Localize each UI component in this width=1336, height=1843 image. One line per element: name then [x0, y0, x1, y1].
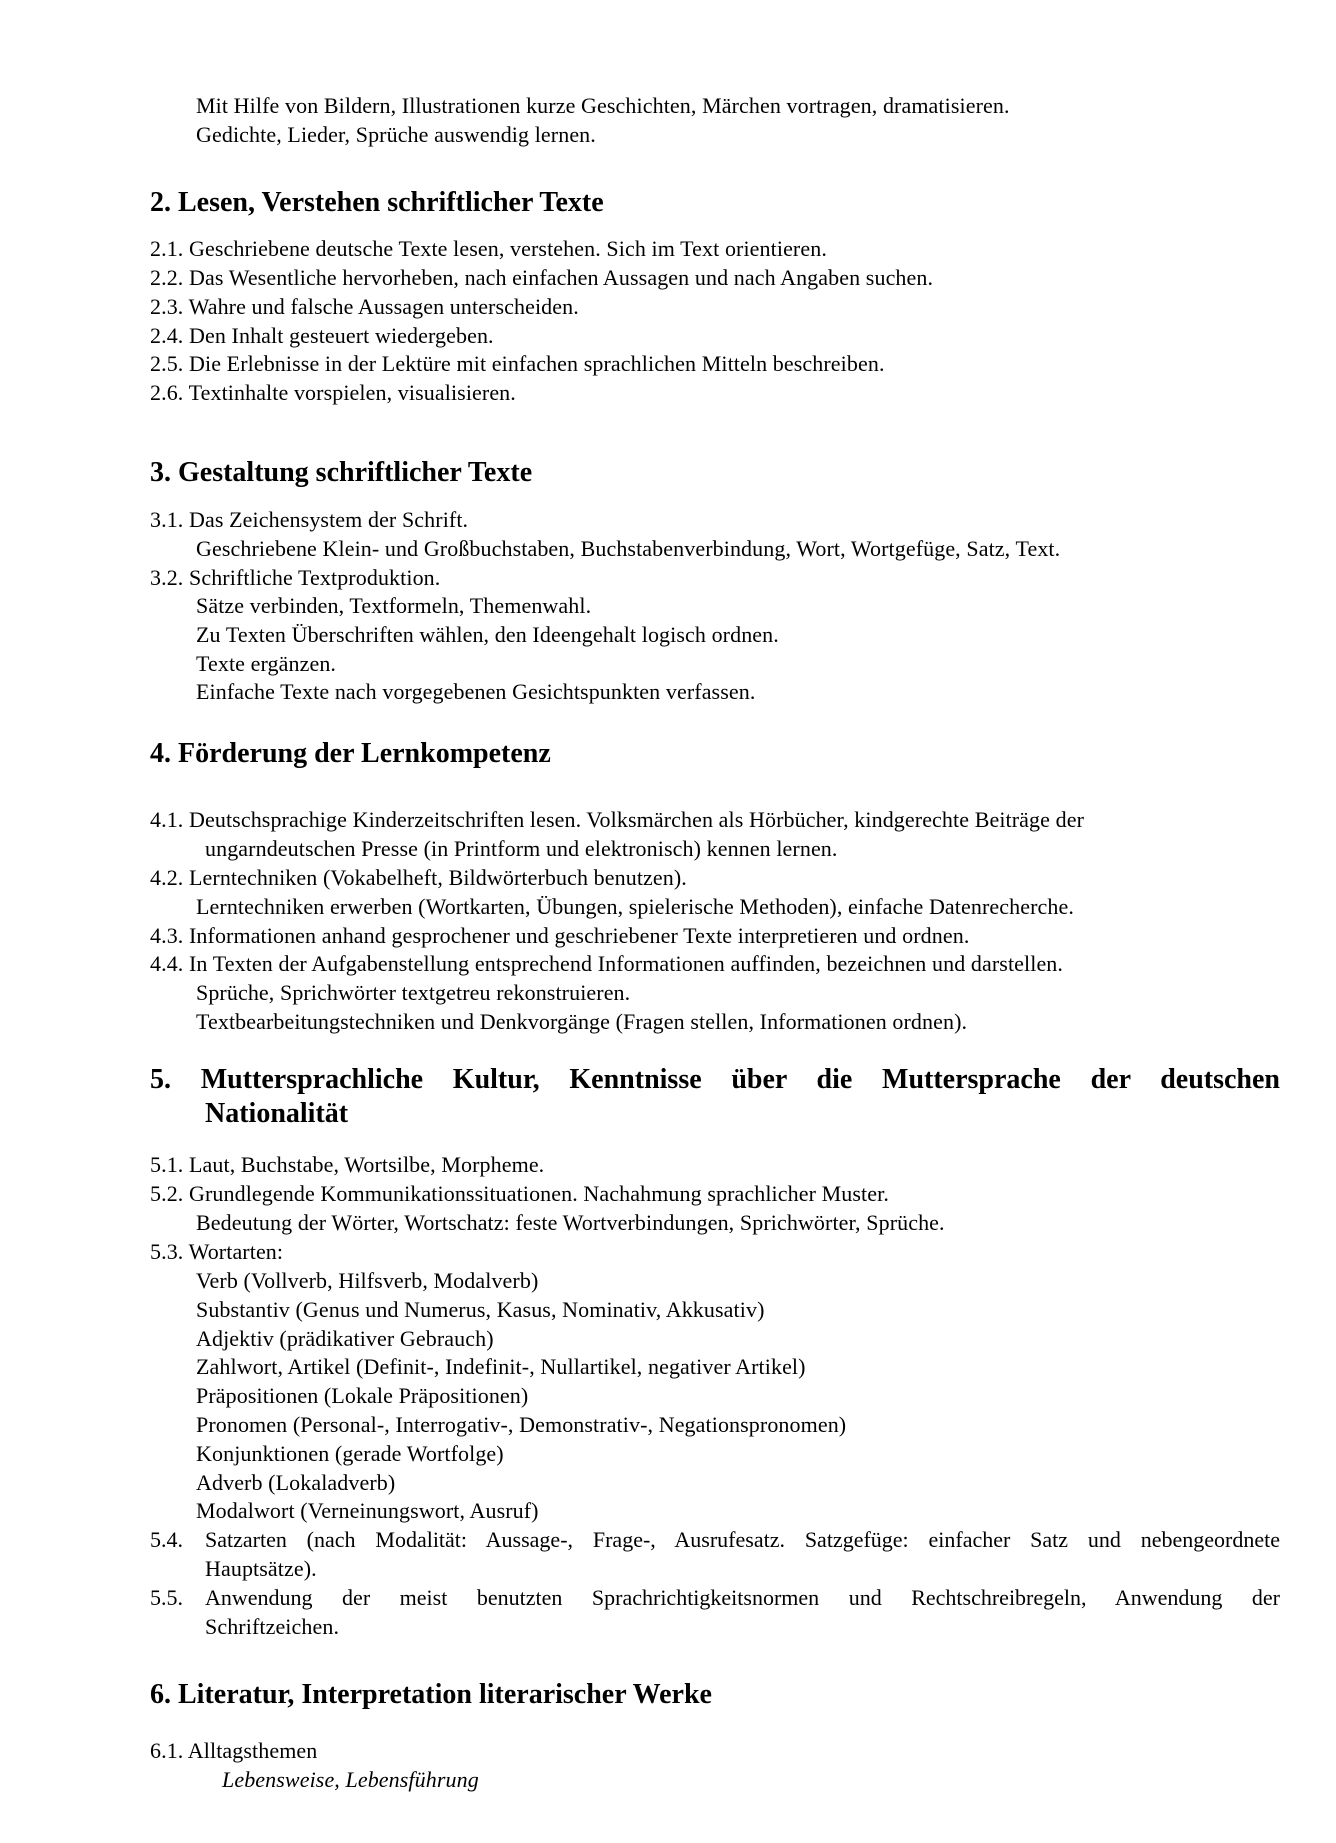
section-2-item-1: 2.1. Geschriebene deutsche Texte lesen, verstehen. Sich im Text orientieren. [150, 236, 827, 261]
section-4-item-4: 4.4. In Texten der Aufgabenstellung entsprechend Informationen auffinden, bezeichnen und darstellen. [150, 951, 1064, 976]
section-2-item-3: 2.3. Wahre und falsche Aussagen unterscheiden. [150, 294, 579, 319]
section-4-item-1-cont: ungarndeutschen Presse (in Printform und elektronisch) kennen lernen. [205, 836, 838, 861]
section-3-item-1: 3.1. Das Zeichensystem der Schrift. [150, 507, 469, 532]
section-4-item-2: 4.2. Lerntechniken (Vokabelheft, Bildwörterbuch benutzen). [150, 865, 687, 890]
section-2-item-6: 2.6. Textinhalte vorspielen, visualisieren. [150, 380, 516, 405]
section-6-item-1: 6.1. Alltagsthemen [150, 1738, 318, 1763]
intro-line-2: Gedichte, Lieder, Sprüche auswendig lernen. [196, 122, 596, 147]
section-2-item-4: 2.4. Den Inhalt gesteuert wiedergeben. [150, 323, 494, 348]
section-5-heading-line-1: 5. Muttersprachliche Kultur, Kenntnisse über die Muttersprache der deutschen [150, 1064, 1280, 1095]
section-3-item-2-sub-3: Texte ergänzen. [196, 651, 337, 676]
section-5-item-3-sub-6: Pronomen (Personal-, Interrogativ-, Demonstrativ-, Negationspronomen) [196, 1412, 847, 1437]
section-6-heading: 6. Literatur, Interpretation literarischer Werke [150, 1679, 712, 1710]
section-3-item-2-sub-1: Sätze verbinden, Textformeln, Themenwahl. [196, 593, 592, 618]
section-3-item-2: 3.2. Schriftliche Textproduktion. [150, 565, 441, 590]
section-5-item-3: 5.3. Wortarten: [150, 1239, 284, 1264]
section-5-item-2: 5.2. Grundlegende Kommunikationssituationen. Nachahmung sprachlicher Muster. [150, 1181, 889, 1206]
section-5-item-3-sub-8: Adverb (Lokaladverb) [196, 1470, 396, 1495]
section-5-item-3-sub-4: Zahlwort, Artikel (Definit-, Indefinit-, Nullartikel, negativer Artikel) [196, 1354, 806, 1379]
section-6-item-1-sub: Lebensweise, Lebensführung [222, 1767, 479, 1792]
section-4-item-3: 4.3. Informationen anhand gesprochener und geschriebener Texte interpretieren und ordnen. [150, 923, 970, 948]
section-4-heading: 4. Förderung der Lernkompetenz [150, 738, 551, 769]
section-5-item-3-sub-5: Präpositionen (Lokale Präpositionen) [196, 1383, 529, 1408]
section-5-item-4-line-1: Satzarten (nach Modalität: Aussage-, Frage-, Ausrufesatz. Satzgefüge: einfacher Satz und nebengeordnete [205, 1527, 1280, 1552]
section-2-item-2: 2.2. Das Wesentliche hervorheben, nach einfachen Aussagen und nach Angaben suchen. [150, 265, 934, 290]
section-5-item-3-sub-2: Substantiv (Genus und Numerus, Kasus, Nominativ, Akkusativ) [196, 1297, 765, 1322]
intro-line-1: Mit Hilfe von Bildern, Illustrationen kurze Geschichten, Märchen vortragen, dramatisieren. [196, 93, 1010, 118]
section-5-heading-line-2: Nationalität [205, 1098, 349, 1129]
section-5-item-2-sub: Bedeutung der Wörter, Wortschatz: feste Wortverbindungen, Sprichwörter, Sprüche. [196, 1210, 945, 1235]
section-4-item-4-sub-1: Sprüche, Sprichwörter textgetreu rekonstruieren. [196, 980, 631, 1005]
section-2-item-5: 2.5. Die Erlebnisse in der Lektüre mit einfachen sprachlichen Mitteln beschreiben. [150, 351, 885, 376]
section-4-item-4-sub-2: Textbearbeitungstechniken und Denkvorgänge (Fragen stellen, Informationen ordnen). [196, 1009, 968, 1034]
section-5-item-4-line-2: Hauptsätze). [205, 1556, 317, 1581]
section-5-item-5-line-1: Anwendung der meist benutzten Sprachrichtigkeitsnormen und Rechtschreibregeln, Anwendung der [205, 1585, 1280, 1610]
section-5-item-5-line-2: Schriftzeichen. [205, 1614, 340, 1639]
section-4-item-2-sub: Lerntechniken erwerben (Wortkarten, Übungen, spielerische Methoden), einfache Datenrecherche. [196, 894, 1074, 919]
section-4-item-1: 4.1. Deutschsprachige Kinderzeitschriften lesen. Volksmärchen als Hörbücher, kindgerechte Beiträge der [150, 807, 1085, 832]
section-2-heading: 2. Lesen, Verstehen schriftlicher Texte [150, 187, 604, 218]
section-5-item-3-sub-1: Verb (Vollverb, Hilfsverb, Modalverb) [196, 1268, 539, 1293]
section-5-item-1: 5.1. Laut, Buchstabe, Wortsilbe, Morpheme. [150, 1152, 545, 1177]
section-5-item-3-sub-9: Modalwort (Verneinungswort, Ausruf) [196, 1498, 539, 1523]
section-5-item-3-sub-3: Adjektiv (prädikativer Gebrauch) [196, 1326, 494, 1351]
section-5-item-3-sub-7: Konjunktionen (gerade Wortfolge) [196, 1441, 504, 1466]
section-5-item-4-number: 5.4. [150, 1527, 183, 1552]
section-5-item-5-number: 5.5. [150, 1585, 183, 1610]
section-3-item-1-sub: Geschriebene Klein- und Großbuchstaben, Buchstabenverbindung, Wort, Wortgefüge, Satz, Text. [196, 536, 1061, 561]
section-3-item-2-sub-2: Zu Texten Überschriften wählen, den Ideengehalt logisch ordnen. [196, 622, 779, 647]
section-3-heading: 3. Gestaltung schriftlicher Texte [150, 457, 533, 488]
section-3-item-2-sub-4: Einfache Texte nach vorgegebenen Gesichtspunkten verfassen. [196, 679, 756, 704]
